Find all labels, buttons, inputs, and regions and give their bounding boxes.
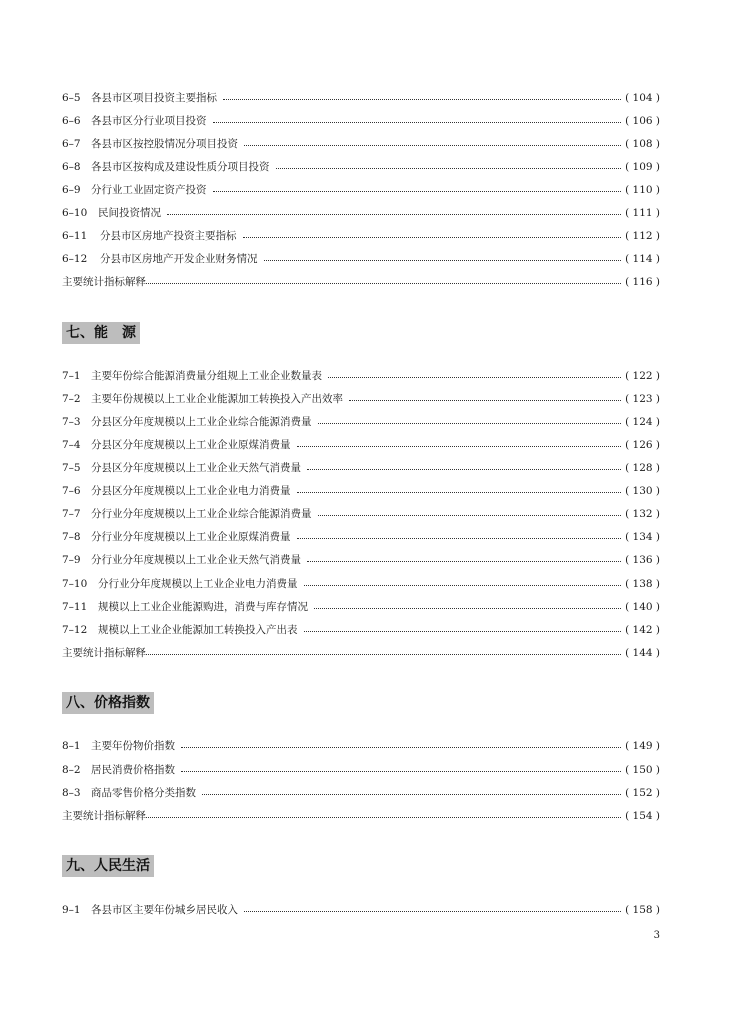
entry-number: 8–2 <box>62 764 81 776</box>
entry-page: ( 130 ) <box>625 485 660 497</box>
entry-title: 分县市区房地产开发企业财务情况 <box>100 253 258 265</box>
entry-title: 民间投资情况 <box>98 207 161 219</box>
entry-page: ( 134 ) <box>625 531 660 543</box>
entry-title: 规模以上工业企业能源加工转换投入产出表 <box>98 624 298 636</box>
toc-entry[interactable] <box>62 808 660 824</box>
entry-number: 7–7 <box>62 508 81 520</box>
dot-leader <box>328 377 621 378</box>
toc-entry[interactable] <box>62 460 660 476</box>
entry-page: ( 112 ) <box>625 230 660 242</box>
toc-entry[interactable] <box>62 552 660 568</box>
toc-entry[interactable] <box>62 529 660 545</box>
entry-number: 6–11 <box>62 230 88 242</box>
toc-entry[interactable] <box>62 159 660 175</box>
entry-title: 规模以上工业企业能源购进，消费与库存情况 <box>98 601 308 613</box>
entry-title: 分行业分年度规模以上工业企业电力消费量 <box>98 578 298 590</box>
toc-entry[interactable] <box>62 136 660 152</box>
toc-entry[interactable] <box>62 738 660 754</box>
dot-leader <box>304 631 622 632</box>
entry-page: ( 123 ) <box>625 393 660 405</box>
entry-number: 7–1 <box>62 370 81 382</box>
entry-page: ( 106 ) <box>625 115 660 127</box>
dot-leader <box>318 423 622 424</box>
entry-title: 分县市区房地产投资主要指标 <box>100 230 237 242</box>
toc-entry[interactable] <box>62 902 660 918</box>
dot-leader <box>304 585 622 586</box>
dot-leader <box>349 400 621 401</box>
entry-title: 分县区分年度规模以上工业企业综合能源消费量 <box>91 416 312 428</box>
entry-number: 6–10 <box>62 207 88 219</box>
entry-title: 主要年份综合能源消费量分组规上工业企业数量表 <box>91 370 322 382</box>
dot-leader <box>307 469 621 470</box>
entry-number: 7–12 <box>62 624 88 636</box>
entry-page: ( 132 ) <box>625 508 660 520</box>
toc-entry[interactable] <box>62 506 660 522</box>
toc-entry[interactable] <box>62 762 660 778</box>
toc-entry[interactable] <box>62 113 660 129</box>
dot-leader <box>213 122 622 123</box>
entry-number: 6–6 <box>62 115 81 127</box>
entry-page: ( 142 ) <box>625 624 660 636</box>
dot-leader <box>167 214 621 215</box>
toc-entry[interactable] <box>62 599 660 615</box>
entry-title: 分行业分年度规模以上工业企业原煤消费量 <box>91 531 291 543</box>
entry-title: 各县市区主要年份城乡居民收入 <box>91 904 238 916</box>
dot-leader <box>181 771 621 772</box>
dot-leader <box>318 515 622 516</box>
dot-leader <box>264 260 622 261</box>
entry-page: ( 126 ) <box>625 439 660 451</box>
entry-title: 各县市区分行业项目投资 <box>91 115 207 127</box>
toc-entry[interactable] <box>62 368 660 384</box>
entry-page: ( 138 ) <box>625 578 660 590</box>
dot-leader <box>146 283 621 284</box>
section-heading: 七、能 源 <box>62 322 140 344</box>
entry-number: 8–3 <box>62 787 81 799</box>
entry-page: ( 116 ) <box>625 276 660 288</box>
entry-number: 7–5 <box>62 462 81 474</box>
entry-page: ( 122 ) <box>625 370 660 382</box>
entry-page: ( 136 ) <box>625 554 660 566</box>
entry-number: 7–6 <box>62 485 81 497</box>
entry-page: ( 152 ) <box>625 787 660 799</box>
entry-page: ( 111 ) <box>625 207 660 219</box>
toc-entry[interactable] <box>62 228 660 244</box>
entry-title: 主要年份规模以上工业企业能源加工转换投入产出效率 <box>91 393 343 405</box>
toc-entry[interactable] <box>62 182 660 198</box>
dot-leader <box>202 794 621 795</box>
entry-number: 7–8 <box>62 531 81 543</box>
entry-page: ( 108 ) <box>625 138 660 150</box>
dot-leader <box>243 237 622 238</box>
entry-title: 居民消费价格指数 <box>91 764 175 776</box>
entry-title: 主要统计指标解释 <box>62 276 146 288</box>
entry-page: ( 110 ) <box>625 184 660 196</box>
entry-number: 6–7 <box>62 138 81 150</box>
entry-page: ( 128 ) <box>625 462 660 474</box>
dot-leader <box>181 747 621 748</box>
entry-page: ( 114 ) <box>625 253 660 265</box>
entry-title: 分县区分年度规模以上工业企业天然气消费量 <box>91 462 301 474</box>
entry-number: 9–1 <box>62 904 81 916</box>
toc-entry[interactable] <box>62 414 660 430</box>
section-heading: 九、人民生活 <box>62 855 154 877</box>
entry-title: 各县市区项目投资主要指标 <box>91 92 217 104</box>
entry-number: 8–1 <box>62 740 81 752</box>
dot-leader <box>297 492 622 493</box>
entry-page: ( 140 ) <box>625 601 660 613</box>
entry-number: 7–11 <box>62 601 88 613</box>
dot-leader <box>244 911 621 912</box>
entry-title: 主要统计指标解释 <box>62 810 146 822</box>
entry-number: 6–9 <box>62 184 81 196</box>
entry-page: ( 124 ) <box>625 416 660 428</box>
entry-title: 分行业分年度规模以上工业企业天然气消费量 <box>91 554 301 566</box>
toc-entry[interactable] <box>62 785 660 801</box>
toc-entry[interactable] <box>62 483 660 499</box>
dot-leader <box>244 145 621 146</box>
entry-number: 7–3 <box>62 416 81 428</box>
entry-page: ( 154 ) <box>625 810 660 822</box>
dot-leader <box>314 608 621 609</box>
entry-title: 主要年份物价指数 <box>91 740 175 752</box>
toc-entry[interactable] <box>62 205 660 221</box>
entry-number: 7–10 <box>62 578 88 590</box>
entry-title: 各县市区按构成及建设性质分项目投资 <box>91 161 270 173</box>
entry-title: 分县区分年度规模以上工业企业电力消费量 <box>91 485 291 497</box>
dot-leader <box>297 446 622 447</box>
dot-leader <box>146 817 621 818</box>
toc-entry[interactable] <box>62 645 660 661</box>
entry-number: 6–5 <box>62 92 81 104</box>
toc-entry[interactable] <box>62 274 660 290</box>
entry-page: ( 149 ) <box>625 740 660 752</box>
entry-page: ( 109 ) <box>625 161 660 173</box>
dot-leader <box>307 561 621 562</box>
entry-page: ( 144 ) <box>625 647 660 659</box>
entry-page: ( 150 ) <box>625 764 660 776</box>
dot-leader <box>146 654 621 655</box>
dot-leader <box>223 99 621 100</box>
entry-number: 7–4 <box>62 439 81 451</box>
entry-page: ( 104 ) <box>625 92 660 104</box>
toc-entry[interactable] <box>62 437 660 453</box>
entry-page: ( 158 ) <box>625 904 660 916</box>
entry-number: 7–2 <box>62 393 81 405</box>
entry-title: 商品零售价格分类指数 <box>91 787 196 799</box>
toc-entry[interactable] <box>62 622 660 638</box>
toc-entry[interactable] <box>62 251 660 267</box>
entry-title: 分行业分年度规模以上工业企业综合能源消费量 <box>91 508 312 520</box>
entry-number: 6–12 <box>62 253 88 265</box>
entry-title: 主要统计指标解释 <box>62 647 146 659</box>
page-number: 3 <box>653 930 660 941</box>
entry-number: 7–9 <box>62 554 81 566</box>
dot-leader <box>213 191 622 192</box>
toc-entry[interactable] <box>62 90 660 106</box>
entry-title: 分行业工业固定资产投资 <box>91 184 207 196</box>
dot-leader <box>276 168 622 169</box>
dot-leader <box>297 538 622 539</box>
entry-title: 分县区分年度规模以上工业企业原煤消费量 <box>91 439 291 451</box>
entry-title: 各县市区按控股情况分项目投资 <box>91 138 238 150</box>
toc-entry[interactable] <box>62 391 660 407</box>
entry-number: 6–8 <box>62 161 81 173</box>
section-heading: 八、价格指数 <box>62 692 154 714</box>
toc-entry[interactable] <box>62 576 660 592</box>
